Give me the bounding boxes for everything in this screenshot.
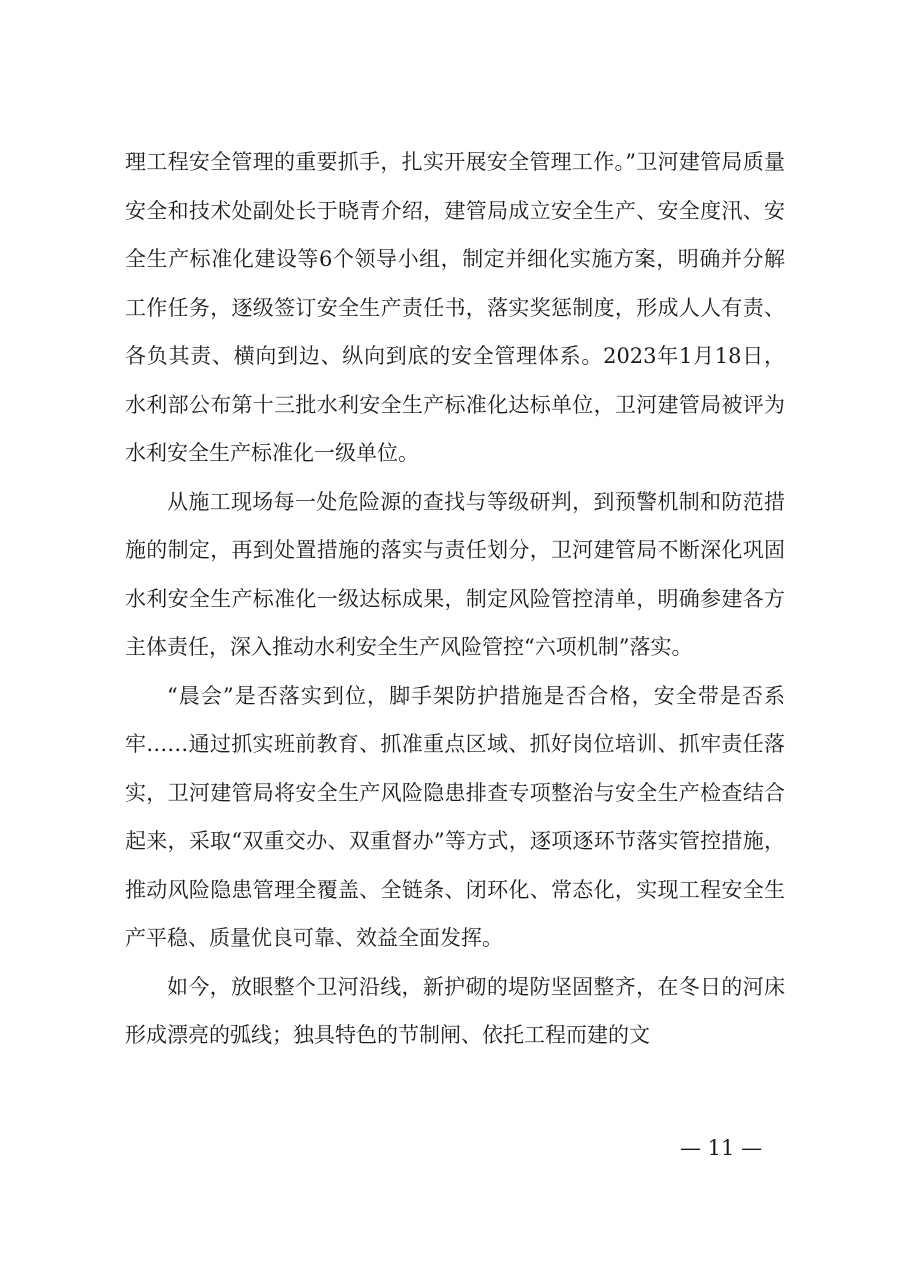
paragraph-3: “晨会”是否落实到位，脚手架防护措施是否合格，安全带是否系牢……通过抓实班前教育、抓准重点区域、抓好岗位培训、抓牢责任落实，卫河建管局将安全生产风险隐患排查专项整治与安全生产检查结合起来，采取“双重交办、双重督办”等方式，逐项逐环节落实管控措施，推动风险隐患管理全覆盖、全链条、闭环化、常态化，实现工程安全生产平稳、质量优良可靠、效益全面发挥。 [125,683,785,950]
paragraph-2: 从施工现场每一处危险源的查找与等级研判，到预警机制和防范措施的制定，再到处置措施的落实与责任划分，卫河建管局不断深化巩固水利安全生产标准化一级达标成果，制定风险管控清单，明确参建各方主体责任，深入推动水利安全生产风险管控“六项机制”落实。 [125,489,785,659]
page-number: — 11 — [680,1136,763,1160]
body-text [125,138,785,1060]
paragraph-4: 如今，放眼整个卫河沿线，新护砌的堤防坚固整齐，在冬日的河床形成漂亮的弧线；独具特色的节制闸、依托工程而建的文 [125,974,785,1047]
paragraph-1: 理工程安全管理的重要抓手，扎实开展安全管理工作。”卫河建管局质量安全和技术处副处长于晓青介绍，建管局成立安全生产、安全度汛、安全生产标准化建设等6个领导小组，制定并细化实施方案，明确并分解工作任务，逐级签订安全生产责任书，落实奖惩制度，形成人人有责、各负其责、横向到边、纵向到底的安全管理体系。2023年1月18日，水利部公布第十三批水利安全生产标准化达标单位，卫河建管局被评为水利安全生产标准化一级单位。 [125,150,785,465]
